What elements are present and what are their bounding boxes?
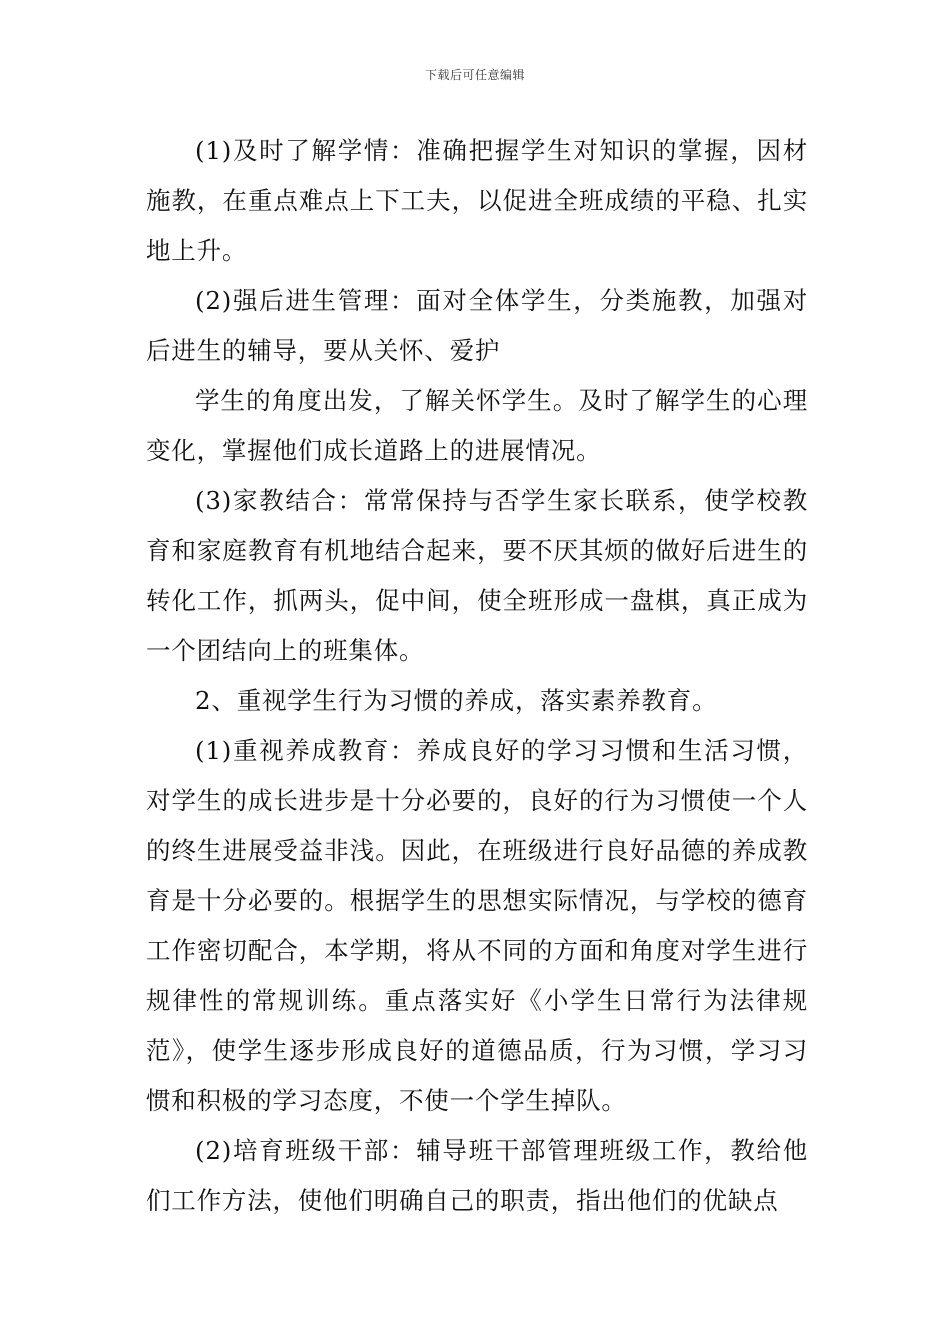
header-note: 下载后可任意编辑 [424, 68, 525, 82]
paragraph-3: 学生的角度出发，了解关怀学生。及时了解学生的心理变化，掌握他们成长道路上的进展情况。 [146, 386, 808, 465]
paragraph-2: (2)强后进生管理：面对全体学生，分类施教，加强对后进生的辅导，要从关怀、爱护 [146, 286, 808, 365]
body-text [146, 126, 808, 1226]
paragraph-7: (2)培育班级干部：辅导班干部管理班级工作，教给他们工作方法，使他们明确自己的职责，指出他们的优缺点 [146, 1136, 808, 1215]
paragraph-5: 2、重视学生行为习惯的养成，落实素养教育。 [195, 686, 718, 715]
paragraph-4: (3)家教结合：常常保持与否学生家长联系，使学校教育和家庭教育有机地结合起来，要不厌其烦的做好后进生的转化工作，抓两头，促中间，使全班形成一盘棋，真正成为一个团结向上的班集体。 [146, 486, 808, 665]
paragraph-6: (1)重视养成教育：养成良好的学习习惯和生活习惯，对学生的成长进步是十分必要的，良好的行为习惯使一个人的终生进展受益非浅。因此，在班级进行良好品德的养成教育是十分必要的。根据学生的思想实际情况，与学校的德育工作密切配合，本学期，将从不同的方面和角度对学生进行规律性的常规训练。重点落实好《小学生日常行为法律规范》，使学生逐步形成良好的道德品质，行为习惯，学习习惯和积极的学习态度，不使一个学生掉队。 [146, 736, 808, 1115]
paragraph-1: (1)及时了解学情：准确把握学生对知识的掌握，因材施教，在重点难点上下工夫，以促进全班成绩的平稳、扎实地上升。 [146, 136, 808, 265]
